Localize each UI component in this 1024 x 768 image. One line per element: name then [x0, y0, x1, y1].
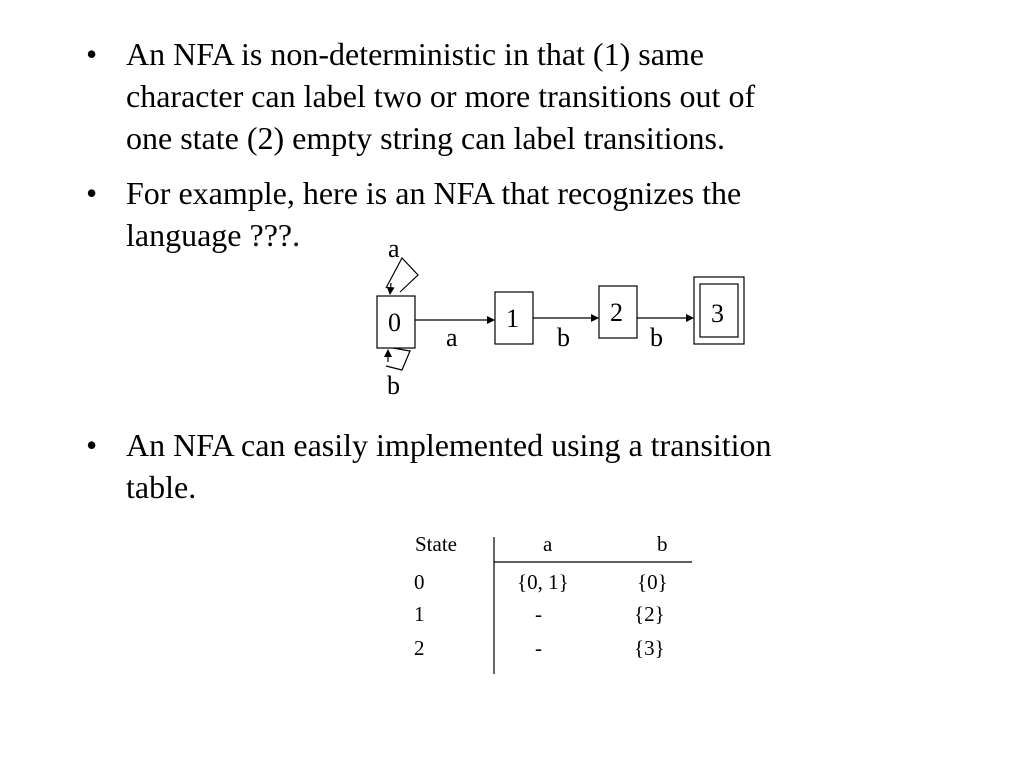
table-header-b: b: [657, 532, 668, 556]
bullet-marker: •: [86, 175, 98, 211]
loop-label-b: b: [387, 371, 400, 400]
table-cell-a: {0, 1}: [517, 570, 569, 594]
state-1-label: 1: [506, 304, 519, 333]
bullet-line: For example, here is an NFA that recognizes the: [126, 175, 742, 211]
edge-label-0-1: a: [446, 323, 458, 352]
table-cell-b: {3}: [634, 636, 665, 660]
table-cell-state: 2: [414, 636, 425, 660]
edge-label-1-2: b: [557, 323, 570, 352]
bullet-marker: •: [86, 427, 98, 463]
bullet-line: character can label two or more transitions out of: [126, 78, 756, 114]
table-header-a: a: [543, 532, 553, 556]
state-0-label: 0: [388, 308, 401, 337]
table-cell-a: -: [535, 602, 542, 626]
table-cell-b: {0}: [637, 570, 668, 594]
loop-label-a: a: [388, 234, 400, 263]
table-cell-state: 0: [414, 570, 425, 594]
table-cell-state: 1: [414, 602, 425, 626]
bullet-line: one state (2) empty string can label transitions.: [126, 120, 725, 156]
state-3-label: 3: [711, 299, 724, 328]
table-header-state: State: [415, 532, 457, 556]
bullet-line: table.: [126, 469, 197, 505]
edge-label-2-3: b: [650, 323, 663, 352]
bullet-line: An NFA is non-deterministic in that (1) same: [126, 36, 704, 72]
self-loop-a-arrow: [390, 283, 391, 294]
bullet-marker: •: [86, 36, 98, 72]
bullet-line: language ???.: [126, 217, 301, 253]
bullet-text: [126, 424, 986, 508]
self-loop-b: [386, 348, 410, 370]
table-cell-a: -: [535, 636, 542, 660]
state-2-label: 2: [610, 298, 623, 327]
bullet-line: An NFA can easily implemented using a transition: [126, 427, 772, 463]
table-cell-b: {2}: [634, 602, 665, 626]
